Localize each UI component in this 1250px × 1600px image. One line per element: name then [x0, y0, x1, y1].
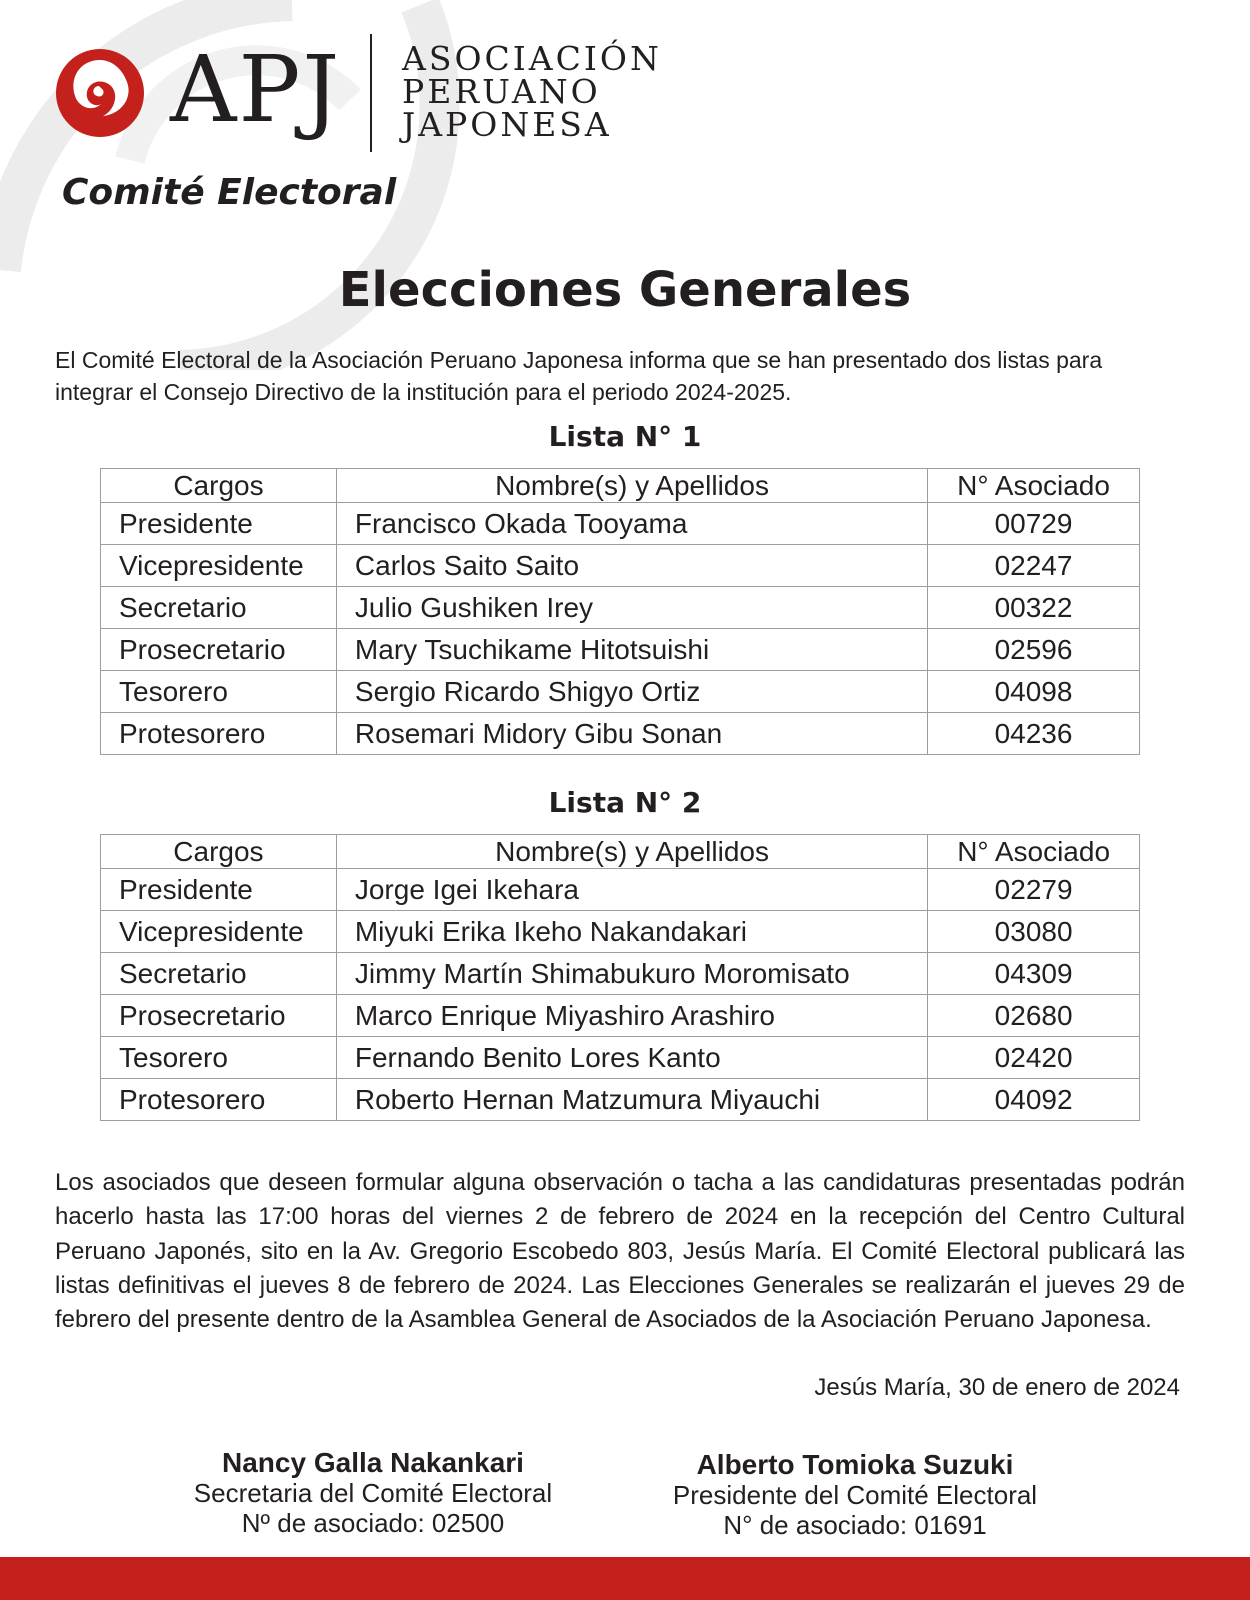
cell-nombre: Sergio Ricardo Shigyo Ortiz — [336, 671, 927, 713]
table-row — [101, 503, 1140, 545]
logo-divider — [370, 34, 372, 152]
cell-cargo: Tesorero — [101, 1037, 337, 1079]
intro-paragraph: El Comité Electoral de la Asociación Peruano Japonesa informa que se han presentado dos listas para integrar el Consejo Directivo de la institución para el periodo 2024-2025. — [55, 347, 1103, 405]
cell-cargo: Secretario — [101, 953, 337, 995]
signatory-role: Presidente del Comité Electoral — [672, 1480, 1038, 1510]
org-line: PERUANO — [402, 72, 601, 111]
cell-asociado: 03080 — [928, 911, 1140, 953]
apj-logo-icon — [55, 48, 145, 138]
cell-cargo: Prosecretario — [101, 995, 337, 1037]
table-row — [101, 587, 1140, 629]
cell-asociado: 00322 — [928, 587, 1140, 629]
cell-asociado: 02279 — [928, 869, 1140, 911]
table-row — [101, 953, 1140, 995]
table-header-row — [101, 835, 1140, 869]
closing-paragraph: Los asociados que deseen formular alguna observación o tacha a las candidaturas presentadas podrán hacerlo hasta las 17:00 horas del viernes 2 de febrero de 2024 en la recepción del Centro Cultural Peruano Japonés, sito en la Av. Gregorio Escobedo 803, Jesús María. El Comité Electoral publicará las listas definitivas el jueves 8 de febrero de 2024. Las Elecciones Generales se realizarán el jueves 29 de febrero del presente dentro de la Asamblea General de Asociados de la Asociación Peruano Japonesa. — [55, 1169, 1185, 1334]
cell-asociado: 00729 — [928, 503, 1140, 545]
cell-nombre: Julio Gushiken Irey — [336, 587, 927, 629]
cell-cargo: Protesorero — [101, 1079, 337, 1121]
list-1-table — [100, 468, 1140, 755]
table-row — [101, 545, 1140, 587]
table-row — [101, 713, 1140, 755]
logo-wordmark: APJ — [170, 36, 342, 143]
signatory-role: Secretaria del Comité Electoral — [193, 1478, 553, 1508]
signatory-member-number: Nº de asociado: 02500 — [241, 1508, 505, 1538]
cell-cargo: Prosecretario — [101, 629, 337, 671]
place-date: Jesús María, 30 de enero de 2024 — [814, 1374, 1180, 1401]
list-2-table — [100, 834, 1140, 1121]
organization-name — [402, 39, 662, 144]
table-row — [101, 1079, 1140, 1121]
cell-asociado: 02596 — [928, 629, 1140, 671]
cell-nombre: Jorge Igei Ikehara — [336, 869, 927, 911]
table-row — [101, 869, 1140, 911]
table-header-row — [101, 469, 1140, 503]
table-row — [101, 671, 1140, 713]
cell-asociado: 04092 — [928, 1079, 1140, 1121]
page-title: Elecciones Generales — [338, 262, 912, 318]
cell-nombre: Rosemari Midory Gibu Sonan — [336, 713, 927, 755]
table-row — [101, 629, 1140, 671]
org-line: JAPONESA — [402, 105, 612, 144]
table-row — [101, 911, 1140, 953]
table-row — [101, 1037, 1140, 1079]
header-nombres: Nombre(s) y Apellidos — [336, 469, 927, 503]
cell-asociado: 02420 — [928, 1037, 1140, 1079]
header-nombres: Nombre(s) y Apellidos — [336, 835, 927, 869]
committee-title: Comité Electoral — [62, 172, 397, 213]
cell-nombre: Mary Tsuchikame Hitotsuishi — [336, 629, 927, 671]
cell-asociado: 02680 — [928, 995, 1140, 1037]
cell-nombre: Marco Enrique Miyashiro Arashiro — [336, 995, 927, 1037]
cell-nombre: Roberto Hernan Matzumura Miyauchi — [336, 1079, 927, 1121]
cell-asociado: 04236 — [928, 713, 1140, 755]
cell-cargo: Presidente — [101, 503, 337, 545]
cell-cargo: Presidente — [101, 869, 337, 911]
cell-cargo: Vicepresidente — [101, 545, 337, 587]
cell-cargo: Vicepresidente — [101, 911, 337, 953]
cell-cargo: Protesorero — [101, 713, 337, 755]
header-asociado: N° Asociado — [928, 469, 1140, 503]
signatory-name: Nancy Galla Nakankari — [222, 1447, 524, 1478]
header-cargos: Cargos — [101, 469, 337, 503]
signature-block-president — [650, 1450, 1060, 1540]
cell-nombre: Carlos Saito Saito — [336, 545, 927, 587]
cell-asociado: 02247 — [928, 545, 1140, 587]
footer-bar — [0, 1557, 1250, 1600]
letterhead — [0, 0, 1250, 230]
cell-nombre: Francisco Okada Tooyama — [336, 503, 927, 545]
cell-nombre: Jimmy Martín Shimabukuro Moromisato — [336, 953, 927, 995]
cell-asociado: 04309 — [928, 953, 1140, 995]
table-row — [101, 995, 1140, 1037]
signatory-member-number: N° de asociado: 01691 — [723, 1510, 987, 1540]
signatory-name: Alberto Tomioka Suzuki — [696, 1449, 1014, 1480]
header-asociado: N° Asociado — [928, 835, 1140, 869]
list-1-title: Lista N° 1 — [548, 420, 702, 453]
list-2-title: Lista N° 2 — [548, 786, 702, 819]
header-cargos: Cargos — [101, 835, 337, 869]
org-line: ASOCIACIÓN — [402, 39, 662, 78]
cell-nombre: Fernando Benito Lores Kanto — [336, 1037, 927, 1079]
cell-cargo: Tesorero — [101, 671, 337, 713]
cell-asociado: 04098 — [928, 671, 1140, 713]
signature-block-secretary — [168, 1448, 578, 1538]
cell-nombre: Miyuki Erika Ikeho Nakandakari — [336, 911, 927, 953]
cell-cargo: Secretario — [101, 587, 337, 629]
